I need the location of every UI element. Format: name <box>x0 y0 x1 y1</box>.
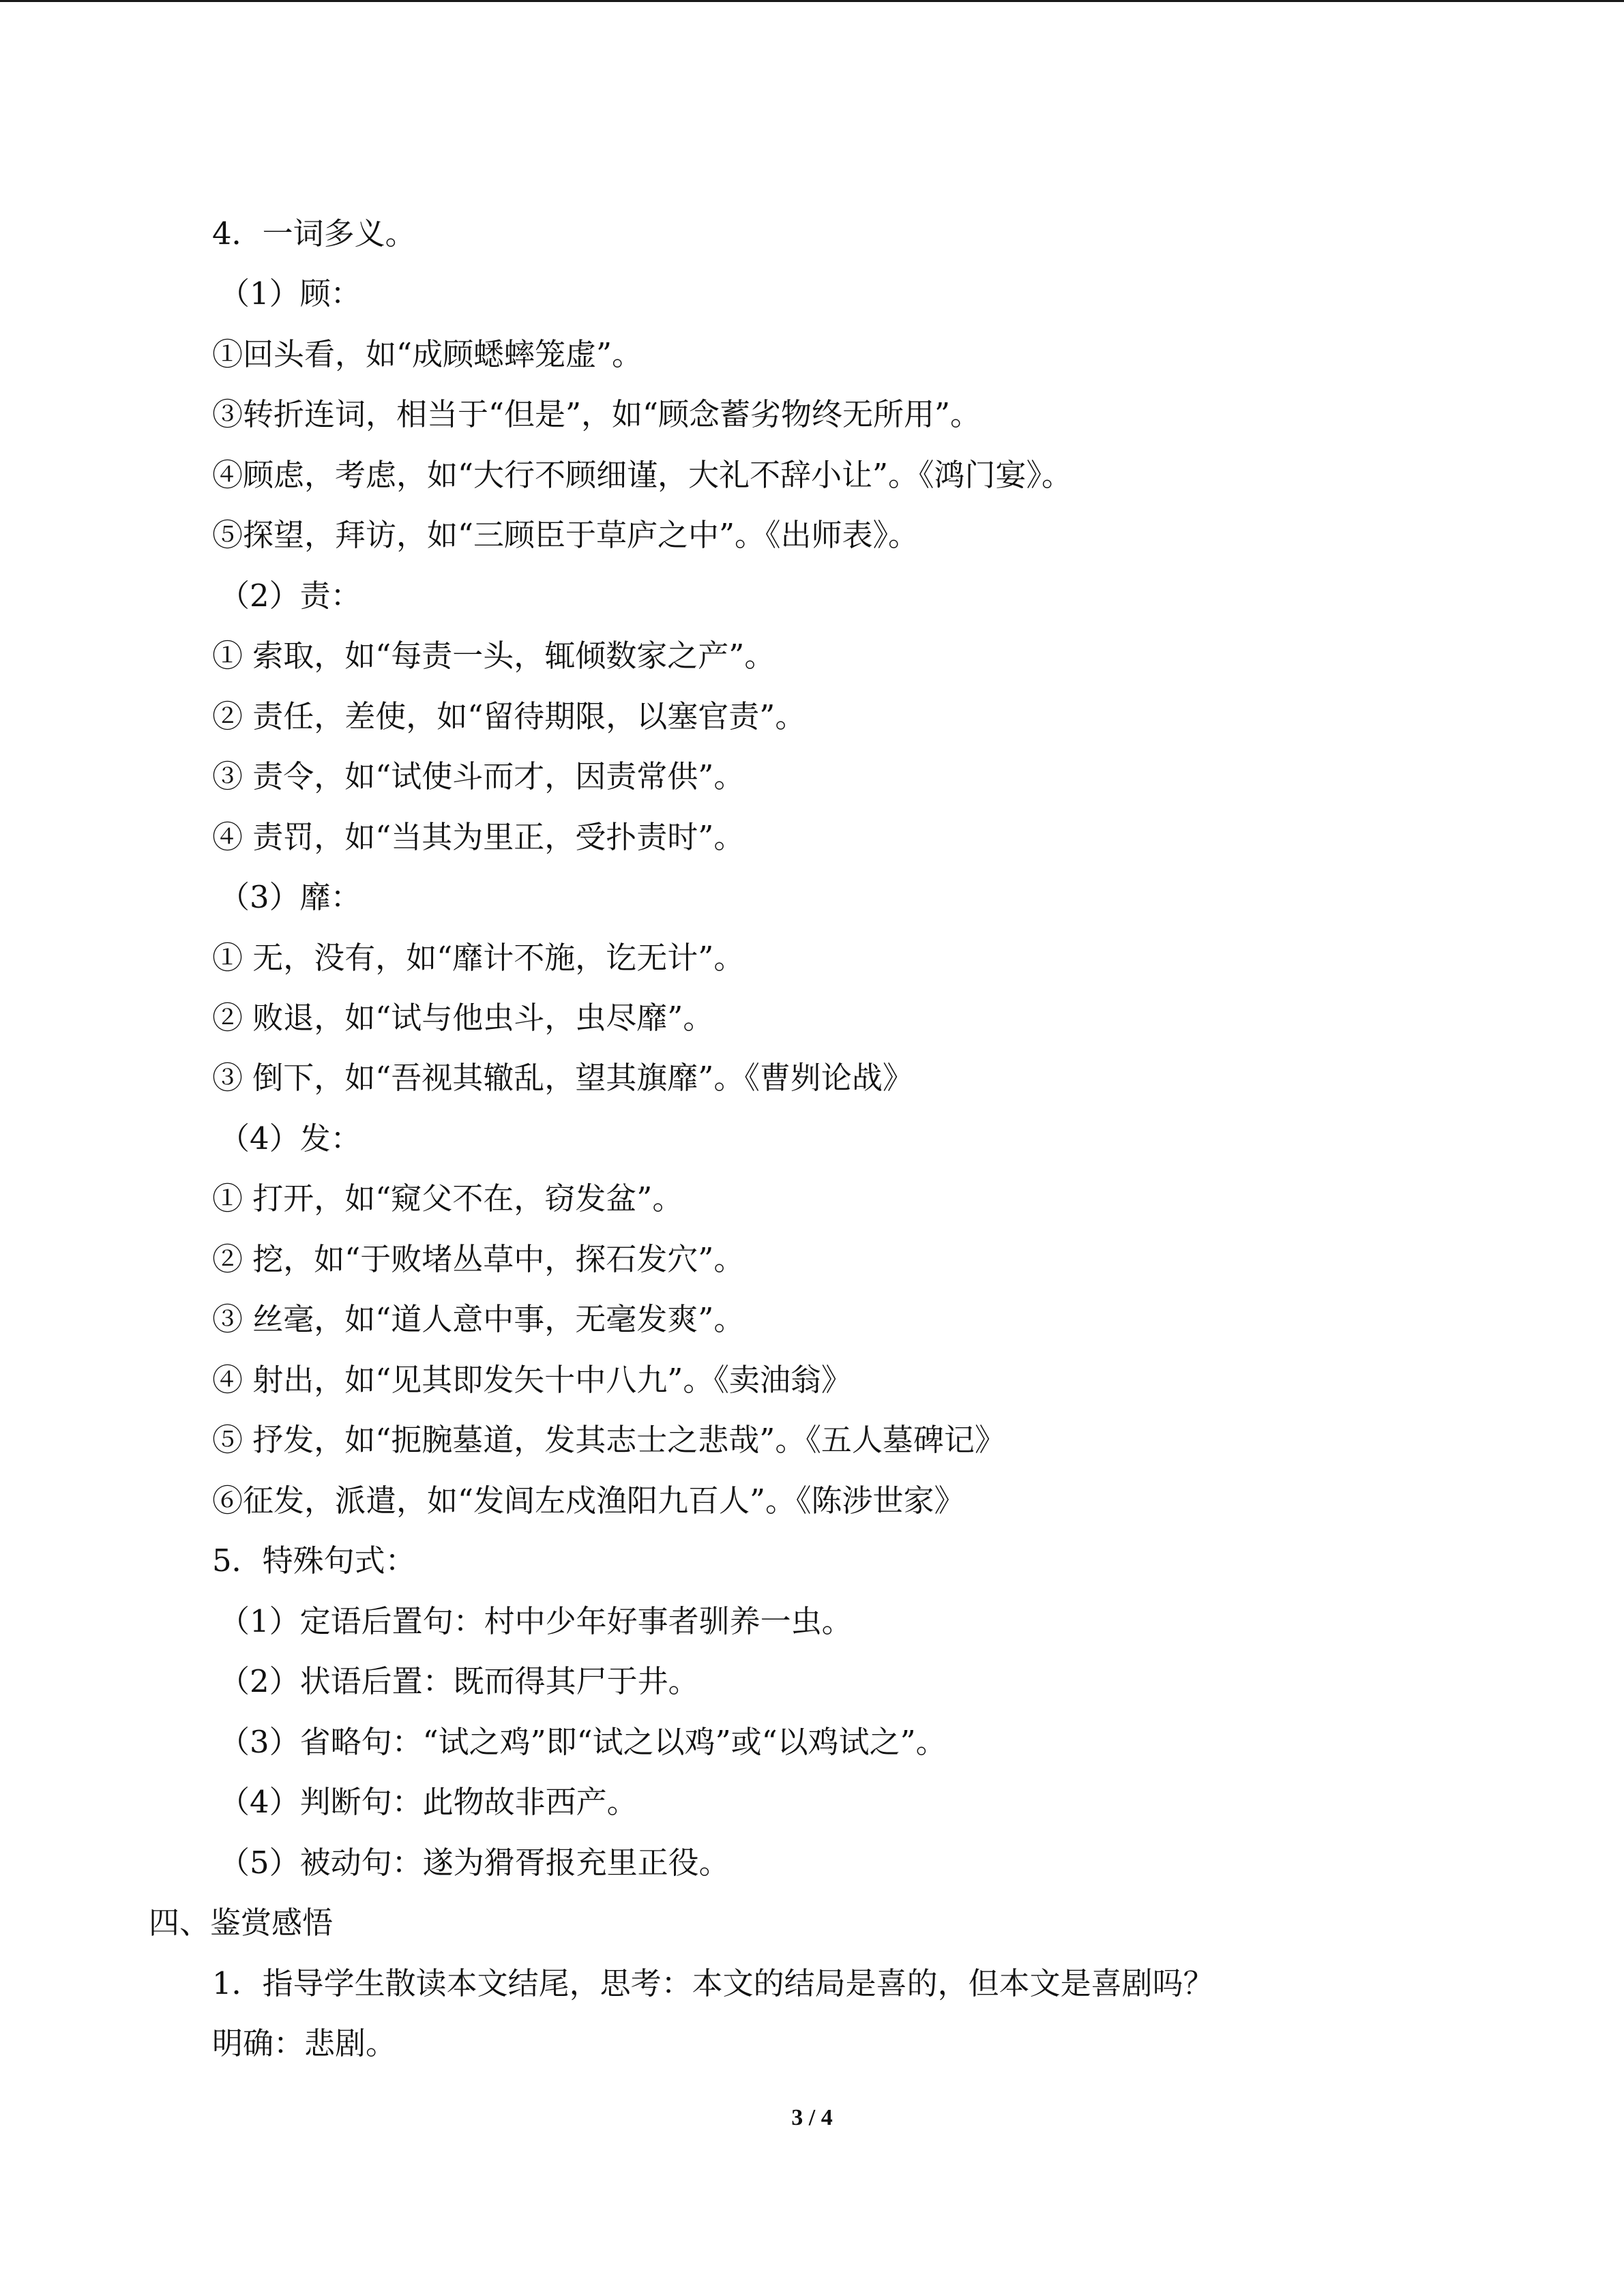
section-heading-appreciation: 四、鉴赏感悟 <box>149 1905 334 1941</box>
list-item: ② 败退，如“试与他虫斗，虫尽靡”。 <box>212 1000 714 1036</box>
sentence-item: （4）判断句：此物故非西产。 <box>219 1784 638 1820</box>
question-item: 1．指导学生散读本文结尾，思考：本文的结局是喜的，但本文是喜剧吗？ <box>212 1965 1214 2001</box>
list-item: ② 挖，如“于败堵丛草中，探石发穴”。 <box>212 1241 745 1277</box>
heading-special-sentences: 5．特殊句式： <box>212 1542 416 1579</box>
list-item: ⑤ 抒发，如“扼腕墓道，发其志士之悲哉”。《五人墓碑记》 <box>212 1422 1005 1458</box>
list-item: ③ 责令，如“试使斗而才，因责常供”。 <box>212 758 745 794</box>
subheading-gu: （1）顾： <box>219 275 361 312</box>
subheading-mi: （3）靡： <box>219 879 361 915</box>
sentence-item: （3）省略句：“试之鸡”即“试之以鸡”或“以鸡试之”。 <box>219 1724 947 1760</box>
page-number: 3 / 4 <box>791 2105 833 2130</box>
list-item: ① 无，没有，如“靡计不施，讫无计”。 <box>212 940 745 976</box>
list-item: ② 责任，差使，如“留待期限，以塞官责”。 <box>212 698 806 734</box>
list-item: ⑥征发，派遣，如“发闾左戍渔阳九百人”。《陈涉世家》 <box>212 1482 965 1519</box>
list-item: ③转折连词，相当于“但是”，如“顾念蓄劣物终无所用”。 <box>212 396 981 432</box>
heading-polysemy: 4．一词多义。 <box>212 215 416 252</box>
list-item: ①回头看，如“成顾蟋蟀笼虚”。 <box>212 336 643 372</box>
subheading-ze: （2）责： <box>219 578 361 614</box>
list-item: ④顾虑，考虑，如“大行不顾细谨，大礼不辞小让”。《鸿门宴》。 <box>212 457 1073 493</box>
list-item: ① 打开，如“窥父不在，窃发盆”。 <box>212 1180 683 1217</box>
list-item: ⑤探望，拜访，如“三顾臣于草庐之中”。《出师表》。 <box>212 517 919 553</box>
sentence-item: （1）定语后置句：村中少年好事者驯养一虫。 <box>219 1603 853 1639</box>
list-item: ① 索取，如“每责一头，辄倾数家之产”。 <box>212 638 776 674</box>
sentence-item: （5）被动句：遂为猾胥报充里正役。 <box>219 1845 730 1881</box>
sentence-item: （2）状语后置：既而得其尸于井。 <box>219 1663 699 1699</box>
answer-item: 明确：悲剧。 <box>212 2025 397 2061</box>
list-item: ③ 倒下，如“吾视其辙乱，望其旗靡”。《曹刿论战》 <box>212 1060 913 1096</box>
subheading-fa: （4）发： <box>219 1120 361 1157</box>
list-item: ③ 丝毫，如“道人意中事，无毫发爽”。 <box>212 1301 745 1337</box>
list-item: ④ 责罚，如“当其为里正，受扑责时”。 <box>212 819 745 855</box>
list-item: ④ 射出，如“见其即发矢十中八九”。《卖油翁》 <box>212 1362 852 1398</box>
